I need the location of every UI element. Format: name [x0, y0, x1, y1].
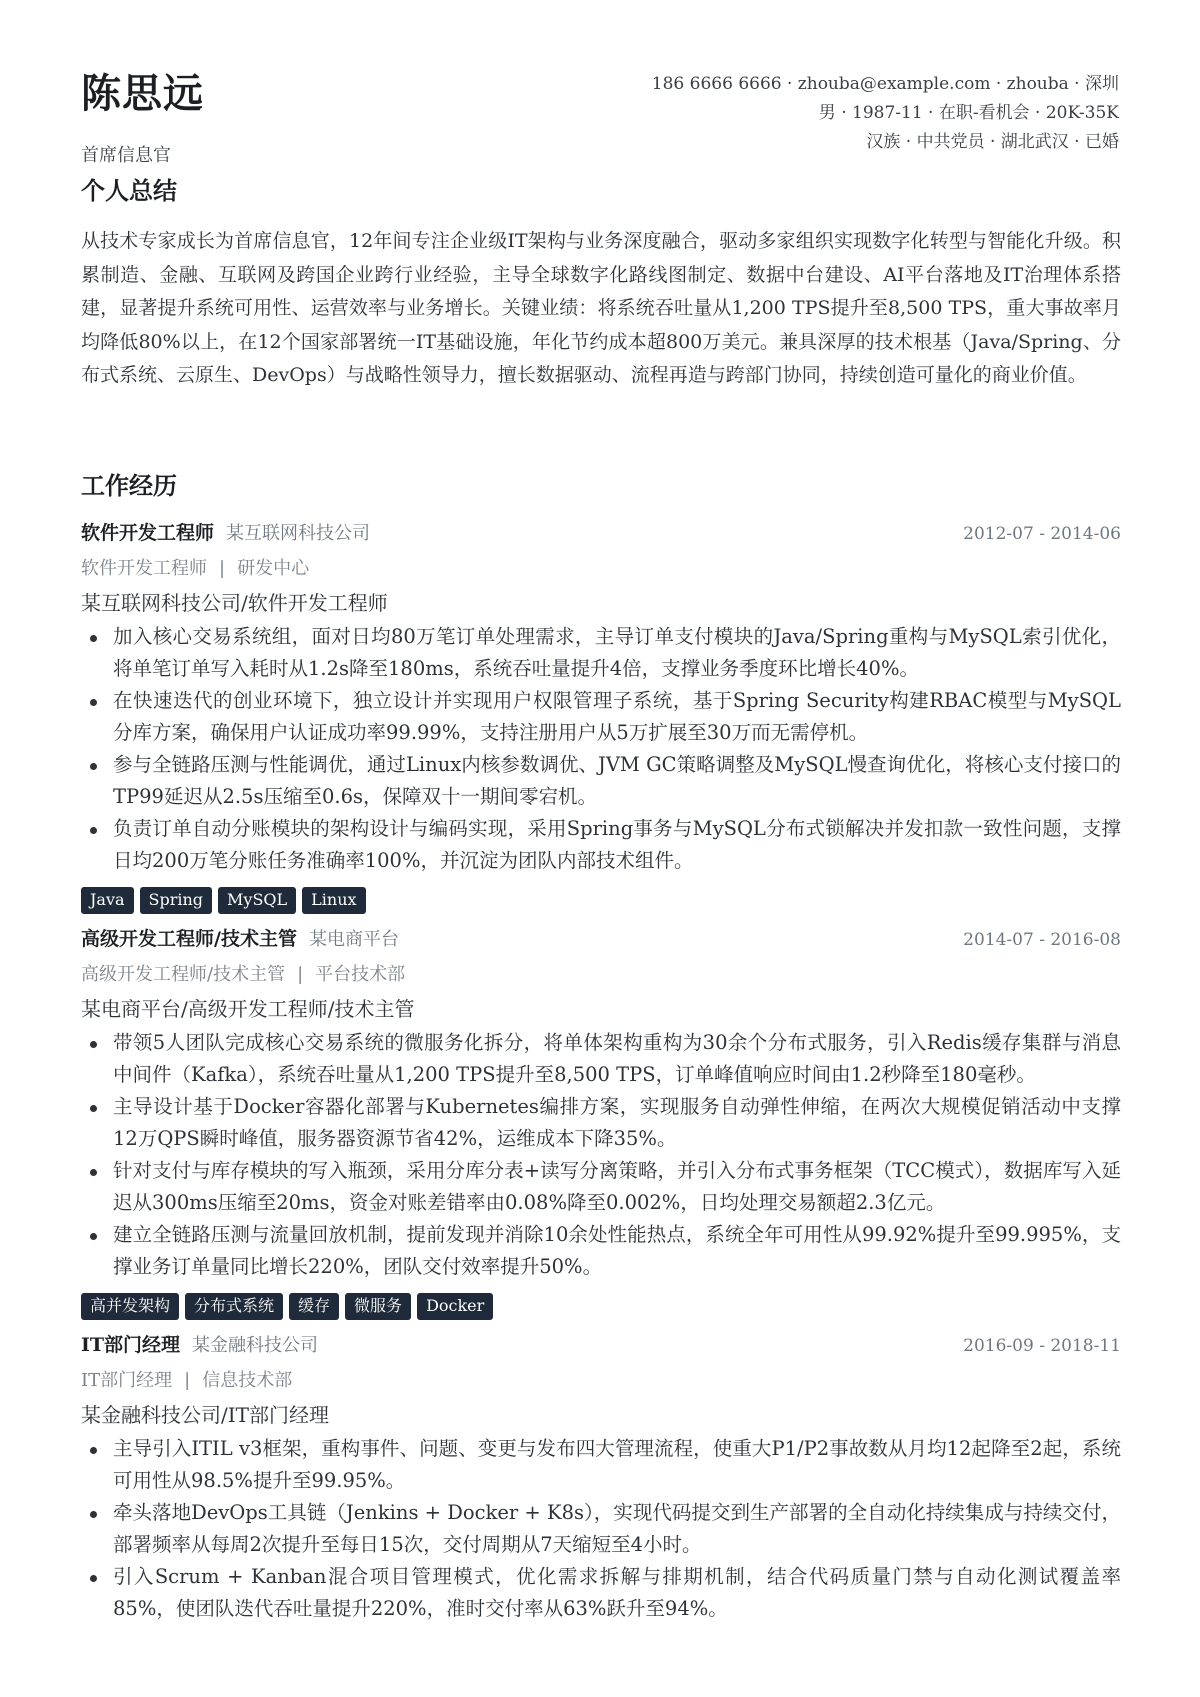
job-org-line: 某电商平台/高级开发工程师/技术主管 [81, 997, 415, 1021]
job-header [81, 1330, 1121, 1364]
job-bullet: 加入核心交易系统组，面对日均80万笔订单处理需求，主导订单支付模块的Java/Spring重构与MySQL索引优化，将单笔订单写入耗时从1.2s降至180ms，系统吞吐量提升4倍，支撑业务季度环比增长40%。 [81, 621, 1121, 685]
meta-separator: | [297, 964, 304, 985]
skill-tag: MySQL [218, 887, 296, 914]
job-bullet: 负责订单自动分账模块的架构设计与编码实现，采用Spring事务与MySQL分布式锁解决并发扣款一致性问题，支撑日均200万笔分账任务准确率100%，并沉淀为团队内部技术组件。 [81, 813, 1121, 877]
job-bullet: 建立全链路压测与流量回放机制，提前发现并消除10余处性能热点，系统全年可用性从99.92%提升至99.995%，支撑业务订单量同比增长220%，团队交付效率提升50%。 [81, 1219, 1121, 1283]
skill-tag: Linux [302, 887, 365, 914]
job-company: 某电商平台 [308, 929, 399, 950]
summary-text: 从技术专家成长为首席信息官，12年间专注企业级IT架构与业务深度融合，驱动多家组织实现数字化转型与智能化升级。积累制造、金融、互联网及跨国企业跨行业经验，主导全球数字化路线图制定、数据中台建设、AI平台落地及IT治理体系搭建，显著提升系统可用性、运营效率与业务增长。关键业绩：将系统吞吐量从1,200 TPS提升至8,500 TPS，重大事故率月均降低80%以上，在12个国家部署统一IT基础设施，年化节约成本超800万美元。兼具深厚的技术根基（Java/Spring、分布式系统、云原生、DevOps）与战略性领导力，擅长数据驱动、流程再造与跨部门协同，持续创造可量化的商业价值。 [81, 230, 1121, 386]
job-bullet: 引入Scrum + Kanban混合项目管理模式，优化需求拆解与排期机制，结合代码质量门禁与自动化测试覆盖率85%，使团队迭代吞吐量提升220%，准时交付率从63%跃升至94%。 [81, 1561, 1121, 1625]
job-entry [81, 1330, 1121, 1625]
skill-tags [81, 1293, 1121, 1320]
contact-line: 男 · 1987-11 · 在职-看机会 · 20K-35K [818, 103, 1119, 123]
work-list [81, 518, 1121, 1635]
job-bullets [81, 1433, 1121, 1625]
job-company: 某金融科技公司 [192, 1335, 319, 1356]
work-heading: 工作经历 [81, 471, 177, 500]
job-entry [81, 518, 1121, 914]
skill-tag: Spring [140, 887, 213, 914]
job-org-line: 某金融科技公司/IT部门经理 [81, 1403, 329, 1427]
skill-tags [81, 887, 1121, 914]
candidate-title: 首席信息官 [81, 145, 171, 166]
summary-heading: 个人总结 [81, 176, 177, 205]
job-entry [81, 924, 1121, 1320]
job-department: 研发中心 [237, 558, 310, 579]
job-department: 平台技术部 [315, 964, 406, 985]
contact-line: 186 6666 6666 · zhouba@example.com · zhouba · 深圳 [651, 74, 1119, 94]
meta-separator: | [219, 558, 226, 579]
job-bullet: 带领5人团队完成核心交易系统的微服务化拆分，将单体架构重构为30余个分布式服务，引入Redis缓存集群与消息中间件（Kafka），系统吞吐量从1,200 TPS提升至8,500 TPS，订单峰值响应时间由1.2秒降至180毫秒。 [81, 1027, 1121, 1091]
job-role: 高级开发工程师/技术主管 [81, 964, 286, 985]
job-title: 软件开发工程师 [81, 522, 215, 544]
meta-separator: | [184, 1370, 191, 1391]
skill-tag: 分布式系统 [185, 1293, 283, 1320]
skill-tag: Docker [417, 1293, 493, 1320]
job-meta [81, 1364, 1121, 1397]
contact-line: 汉族 · 中共党员 · 湖北武汉 · 已婚 [866, 132, 1119, 152]
job-bullets [81, 621, 1121, 877]
resume-header [81, 0, 1119, 190]
job-date: 2012-07 - 2014-06 [963, 524, 1121, 544]
candidate-name: 陈思远 [81, 70, 204, 117]
job-role: 软件开发工程师 [81, 558, 207, 579]
job-bullet: 参与全链路压测与性能调优，通过Linux内核参数调优、JVM GC策略调整及MySQL慢查询优化，将核心支付接口的TP99延迟从2.5s压缩至0.6s，保障双十一期间零宕机。 [81, 749, 1121, 813]
skill-tag: 缓存 [289, 1293, 339, 1320]
job-header [81, 518, 1121, 552]
job-header [81, 924, 1121, 958]
job-bullet: 主导引入ITIL v3框架，重构事件、问题、变更与发布四大管理流程，使重大P1/P2事故数从月均12起降至2起，系统可用性从98.5%提升至99.95%。 [81, 1433, 1121, 1497]
job-title: 高级开发工程师/技术主管 [81, 928, 297, 950]
job-meta [81, 958, 1121, 991]
job-date: 2016-09 - 2018-11 [963, 1336, 1121, 1356]
job-bullet: 主导设计基于Docker容器化部署与Kubernetes编排方案，实现服务自动弹性伸缩，在两次大规模促销活动中支撑12万QPS瞬时峰值，服务器资源节省42%，运维成本下降35%。 [81, 1091, 1121, 1155]
job-meta [81, 552, 1121, 585]
job-org-line: 某互联网科技公司/软件开发工程师 [81, 591, 388, 615]
skill-tag: Java [81, 887, 134, 914]
job-bullet: 在快速迭代的创业环境下，独立设计并实现用户权限管理子系统，基于Spring Security构建RBAC模型与MySQL分库方案，确保用户认证成功率99.99%，支持注册用户从5万扩展至30万而无需停机。 [81, 685, 1121, 749]
job-company: 某互联网科技公司 [226, 523, 371, 544]
job-title: IT部门经理 [81, 1334, 181, 1356]
job-department: 信息技术部 [202, 1370, 293, 1391]
job-bullet: 针对支付与库存模块的写入瓶颈，采用分库分表+读写分离策略，并引入分布式事务框架（TCC模式），数据库写入延迟从300ms压缩至20ms，资金对账差错率由0.08%降至0.002%，日均处理交易额超2.3亿元。 [81, 1155, 1121, 1219]
skill-tag: 高并发架构 [81, 1293, 179, 1320]
job-bullets [81, 1027, 1121, 1283]
job-date: 2014-07 - 2016-08 [963, 930, 1121, 950]
skill-tag: 微服务 [345, 1293, 411, 1320]
job-role: IT部门经理 [81, 1370, 173, 1391]
job-bullet: 牵头落地DevOps工具链（Jenkins + Docker + K8s），实现代码提交到生产部署的全自动化持续集成与持续交付，部署频率从每周2次提升至每日15次，交付周期从7天缩短至4小时。 [81, 1497, 1121, 1561]
contact-info [652, 70, 1119, 157]
